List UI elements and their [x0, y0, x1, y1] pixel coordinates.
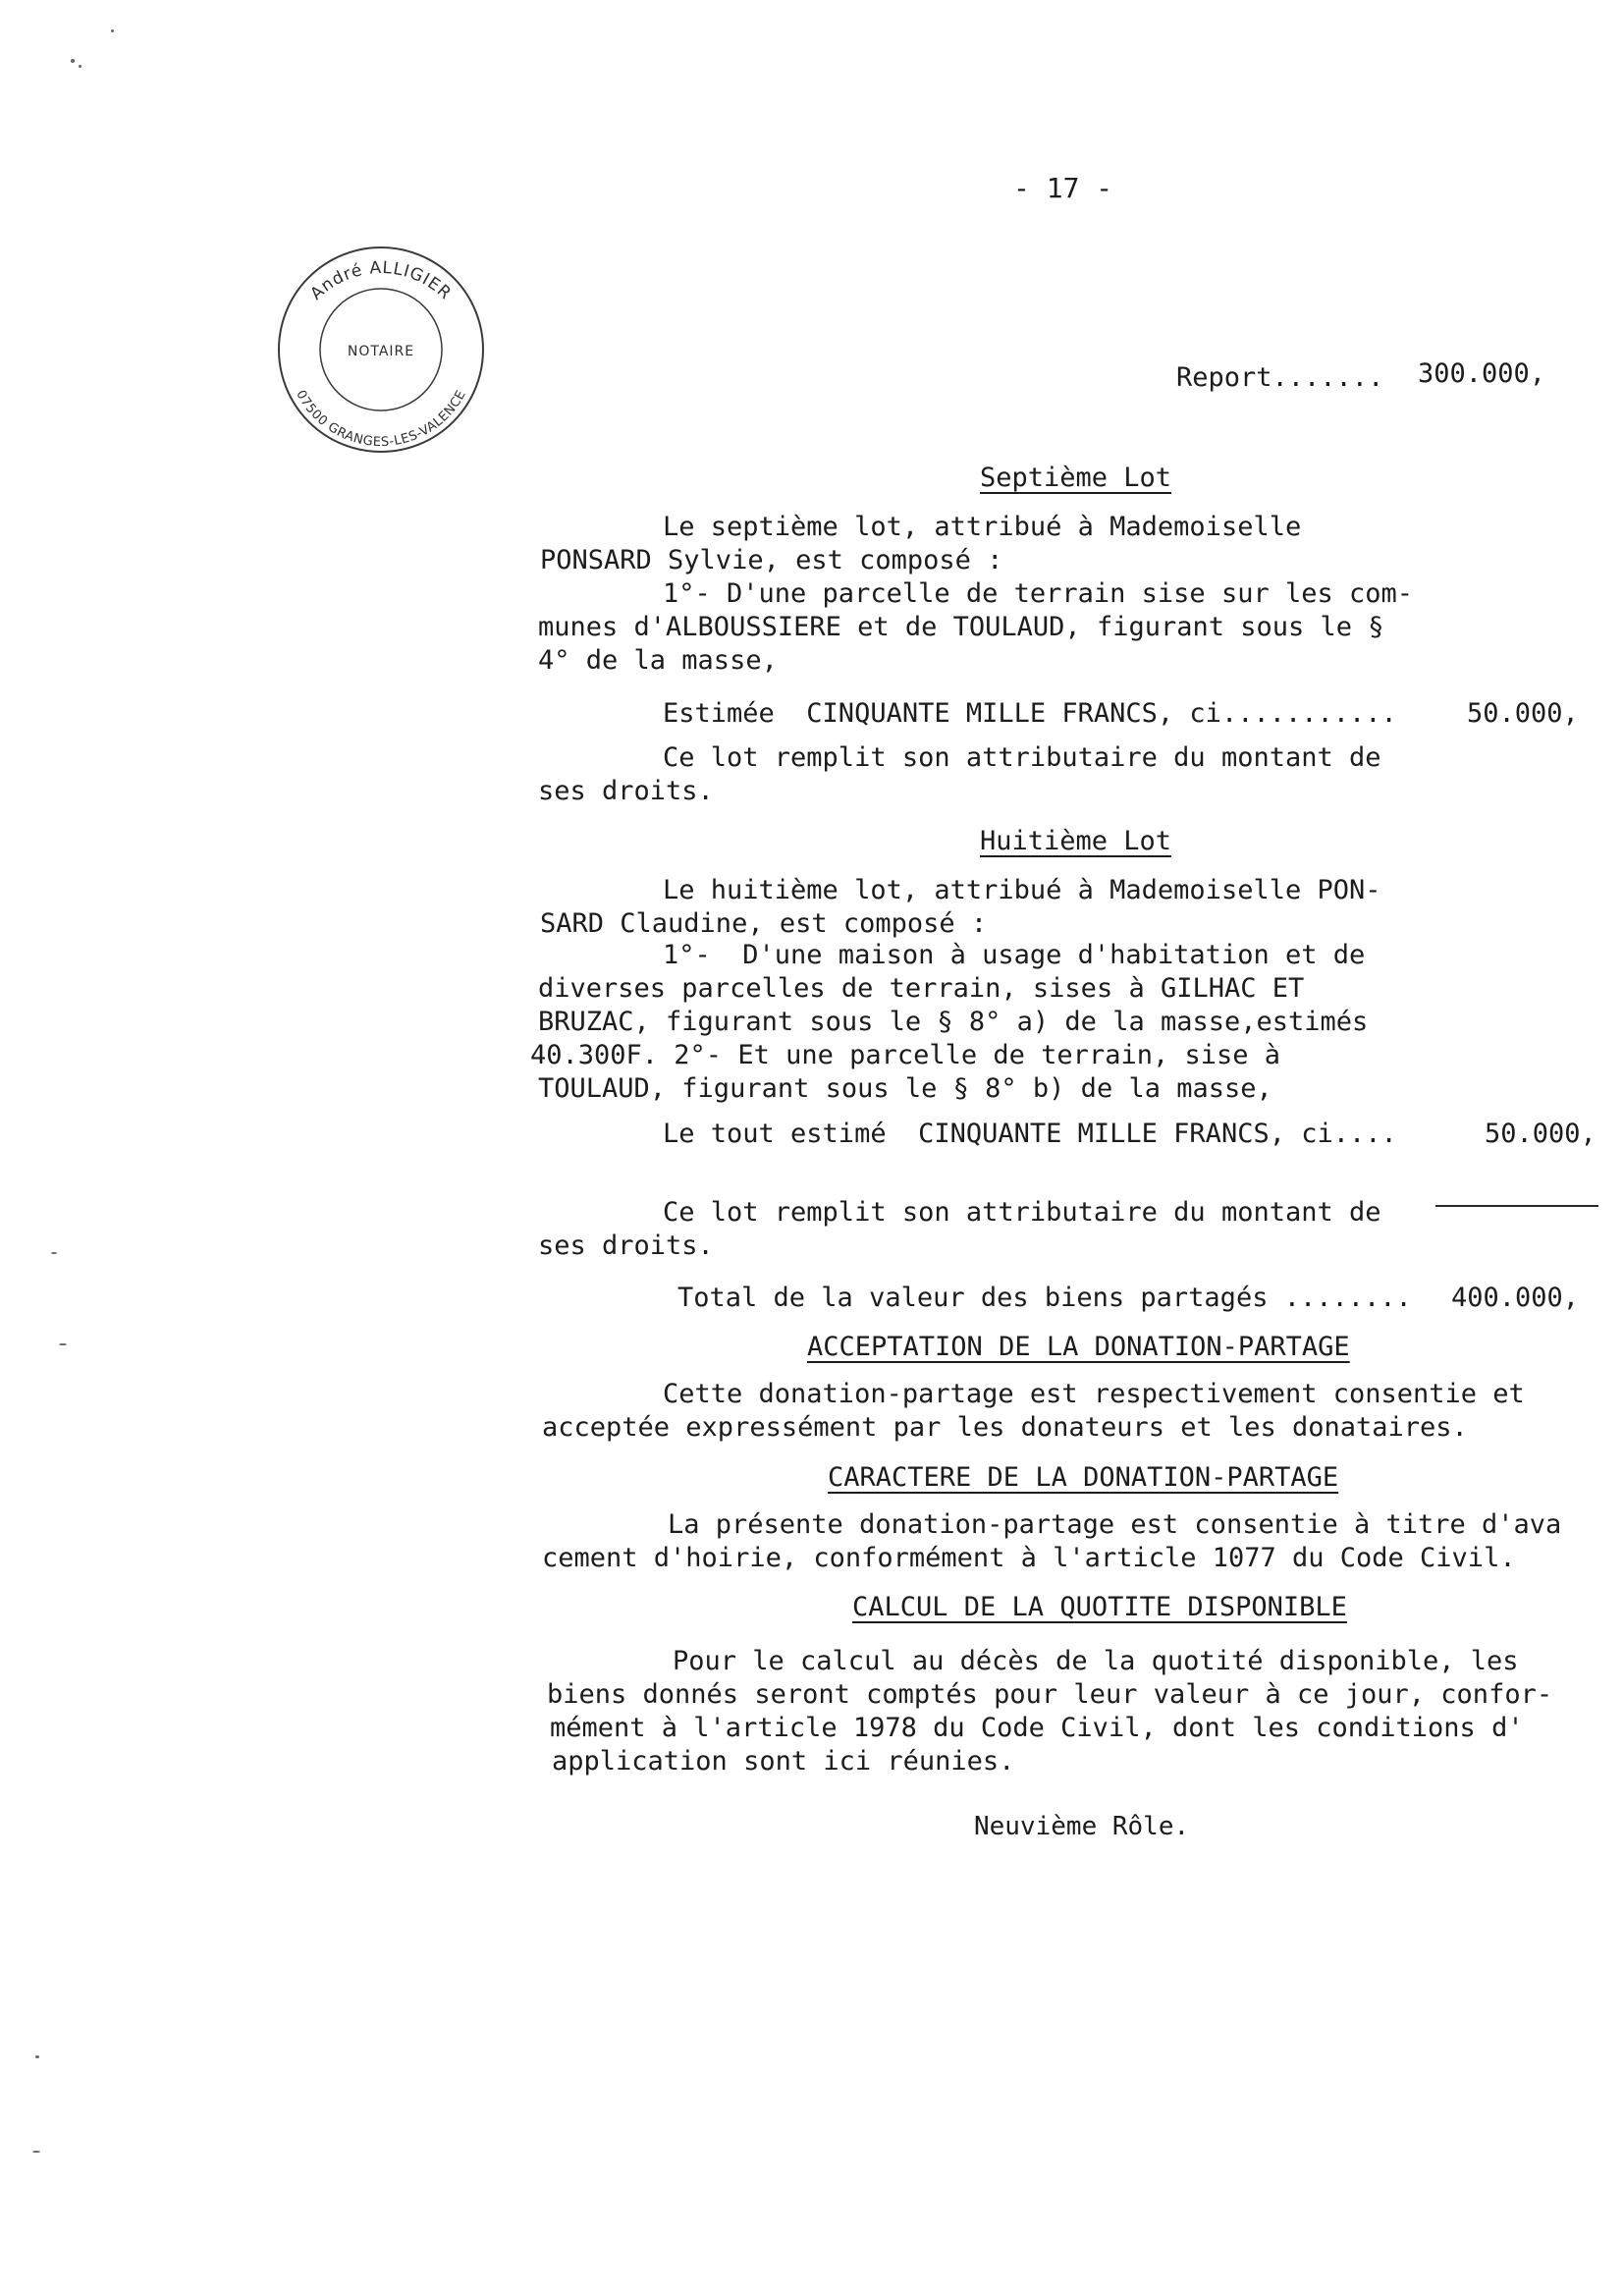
lot8-line: TOULAUD, figurant sous le § 8° b) de la masse,	[538, 1073, 1272, 1104]
lot7-amount: 50.000,	[1467, 698, 1579, 729]
svg-text:07500 GRANGES-LES-VALENCE	[293, 388, 469, 450]
lot7-closing: Ce lot remplit son attributaire du montant de	[663, 742, 1381, 773]
acceptation-line: Cette donation-partage est respectivement consentie et	[663, 1379, 1525, 1409]
stamp-location: 07500 GRANGES-LES-VALENCE	[293, 387, 469, 451]
lot7-line: munes d'ALBOUSSIERE et de TOULAUD, figurant sous le §	[538, 612, 1384, 642]
lot8-line: Le huitième lot, attribué à Mademoiselle PON-	[663, 875, 1381, 905]
scan-speck	[32, 2151, 40, 2153]
total-text: Total de la valeur des biens partagés ........	[677, 1283, 1412, 1313]
acceptation-line: acceptée expressément par les donateurs et les donataires.	[542, 1412, 1468, 1443]
caractere-line: La présente donation-partage est consentie à titre d'ava	[668, 1509, 1562, 1540]
lot8-heading: Huitième Lot	[980, 826, 1172, 856]
caractere-heading: CARACTERE DE LA DONATION-PARTAGE	[828, 1462, 1339, 1493]
lot8-closing: Ce lot remplit son attributaire du montant de	[663, 1197, 1381, 1228]
stamp-title: NOTAIRE	[347, 344, 415, 359]
lot7-line: PONSARD Sylvie, est composé :	[540, 545, 1003, 575]
calcul-line: mément à l'article 1978 du Code Civil, dont les conditions d'	[550, 1713, 1524, 1743]
notary-stamp	[267, 236, 495, 464]
calcul-line: Pour le calcul au décès de la quotité disponible, les	[673, 1646, 1519, 1676]
scan-speck	[111, 29, 114, 32]
stamp-name: André ALLIGIER	[306, 257, 456, 304]
total-amount: 400.000,	[1451, 1283, 1580, 1313]
page-number: - 17 -	[1013, 172, 1113, 204]
lot7-line: 1°- D'une parcelle de terrain sise sur les com-	[663, 578, 1414, 609]
calcul-line: biens donnés seront comptés pour leur valeur à ce jour, confor-	[547, 1679, 1553, 1710]
lot7-closing: ses droits.	[538, 776, 714, 806]
scan-speck	[59, 1343, 67, 1345]
lot7-line: 4° de la masse,	[538, 645, 778, 676]
acceptation-heading: ACCEPTATION DE LA DONATION-PARTAGE	[807, 1332, 1350, 1362]
lot8-closing: ses droits.	[538, 1230, 714, 1261]
scan-speck	[71, 59, 75, 63]
lot8-line: diverses parcelles de terrain, sises à GILHAC ET	[538, 973, 1305, 1004]
lot7-line: Le septième lot, attribué à Mademoiselle	[663, 512, 1302, 542]
lot8-line: BRUZAC, figurant sous le § 8° a) de la masse,estimés	[538, 1007, 1369, 1037]
caractere-line: cement d'hoirie, conformément à l'article 1077 du Code Civil.	[542, 1543, 1516, 1573]
subtotal-rule	[1435, 1205, 1598, 1207]
lot8-amount: 50.000,	[1485, 1119, 1596, 1149]
report-amount: 300.000,	[1418, 358, 1546, 389]
lot7-heading: Septième Lot	[980, 463, 1172, 493]
role-footer: Neuvième Rôle.	[974, 1812, 1190, 1841]
report-label: Report.......	[1176, 362, 1384, 393]
lot7-estimate: Estimée CINQUANTE MILLE FRANCS, ci...........	[663, 698, 1397, 729]
lot8-line: 1°- D'une maison à usage d'habitation et de	[663, 940, 1366, 970]
svg-text:André ALLIGIER	[306, 258, 455, 304]
scan-speck	[51, 1252, 57, 1254]
scan-speck	[79, 65, 81, 68]
calcul-line: application sont ici réunies.	[552, 1746, 1015, 1777]
lot8-line: SARD Claudine, est composé :	[540, 908, 988, 939]
calcul-heading: CALCUL DE LA QUOTITE DISPONIBLE	[852, 1592, 1347, 1622]
lot8-estimate: Le tout estimé CINQUANTE MILLE FRANCS, ci....	[663, 1119, 1397, 1149]
lot8-line: 40.300F. 2°- Et une parcelle de terrain, sise à	[530, 1040, 1281, 1070]
scan-speck	[35, 2055, 39, 2058]
